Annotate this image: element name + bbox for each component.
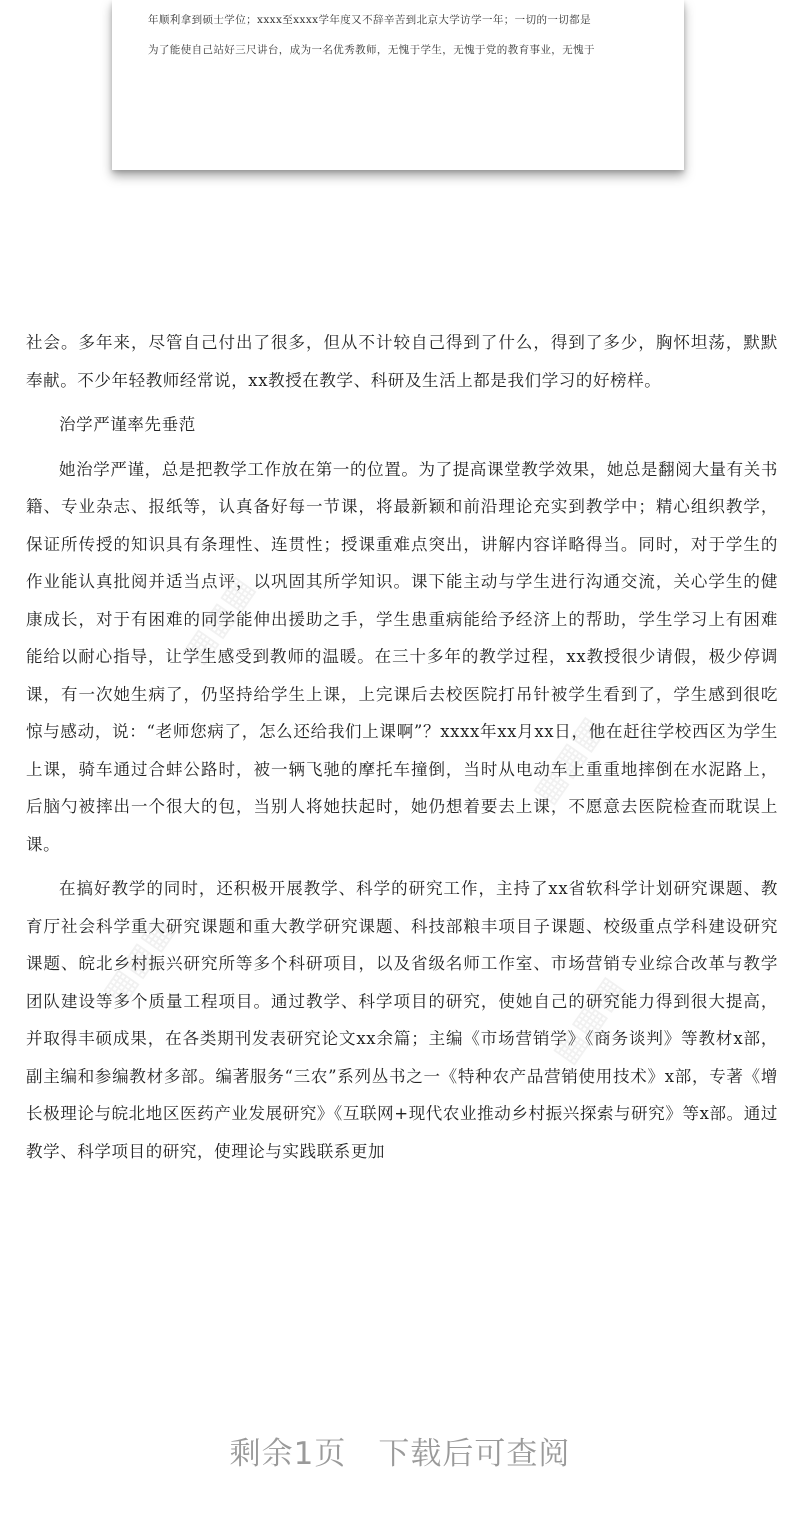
document-body [26, 324, 778, 1170]
paragraph-2: 她治学严谨，总是把教学工作放在第一的位置。为了提高课堂教学效果，她总是翻阅大量有关书籍、专业杂志、报纸等，认真备好每一节课，将最新颖和前沿理论充实到教学中；精心组织教学，保证所传授的知识具有条理性、连贯性；授课重难点突出，讲解内容详略得当。同时，对于学生的作业能认真批阅并适当点评，以巩固其所学知识。课下能主动与学生进行沟通交流，关心学生的健康成长，对于有困难的同学能伸出援助之手，学生患重病能给予经济上的帮助，学生学习上有困难能给以耐心指导，让学生感受到教师的温暖。在三十多年的教学过程，xx教授很少请假，极少停调课，有一次她生病了，仍坚持给学生上课，上完课后去校医院打吊针被学生看到了，学生感到很吃惊与感动，说：“老师您病了，怎么还给我们上课啊”？xxxx年xx月xx日，他在赶往学校西区为学生上课，骑车通过合蚌公路时，被一辆飞驰的摩托车撞倒，当时从电动车上重重地摔倒在水泥路上，后脑勺被摔出一个很大的包，当别人将她扶起时，她仍想着要去上课，不愿意去医院检查而耽误上课。 [26, 459, 778, 854]
paragraph-3: 在搞好教学的同时，还积极开展教学、科学的研究工作，主持了xx省软科学计划研究课题、教育厅社会科学重大研究课题和重大教学研究课题、科技部粮丰项目子课题、校级重点学科建设研究课题、皖北乡村振兴研究所等多个科研项目，以及省级名师工作室、市场营销专业综合改革与教学团队建设等多个质量工程项目。通过教学、科学项目的研究，使她自己的研究能力得到很大提高，并取得丰硕成果，在各类期刊发表研究论文xx余篇；主编《市场营销学》《商务谈判》等教材x部，副主编和参编教材多部。编著服务“三农”系列丛书之一《特种农产品营销使用技术》x部，专著《增长极理论与皖北地区医药产业发展研究》《互联网+现代农业推动乡村振兴探索与研究》等x部。通过教学、科学项目的研究，使理论与实践联系更加 [26, 879, 778, 1161]
watermark: ▦▦▦ [524, 709, 613, 811]
watermark: ▦▦▦ [544, 969, 633, 1071]
remaining-pages-notice[interactable]: 剩余1页 下载后可查阅 [229, 1436, 571, 1472]
watermark: ▦▦▦ [94, 909, 183, 1011]
paragraph-1: 社会。多年来，尽管自己付出了很多，但从不计较自己得到了什么，得到了多少，胸怀坦荡，默默奉献。不少年轻教师经常说，xx教授在教学、科研及生活上都是我们学习的好榜样。 [26, 333, 778, 390]
preview-line-1: 年顺利拿到硕士学位；xxxx至xxxx学年度又不辞辛苦到北京大学访学一年；一切的一切都是 [148, 14, 591, 26]
watermark: ▦▦▦ [174, 569, 263, 671]
section-heading: 治学严谨率先垂范 [59, 415, 196, 434]
previous-page-preview [112, 0, 684, 170]
preview-line-2: 为了能使自己站好三尺讲台，成为一名优秀教师，无愧于学生，无愧于党的教育事业，无愧于 [148, 44, 595, 56]
